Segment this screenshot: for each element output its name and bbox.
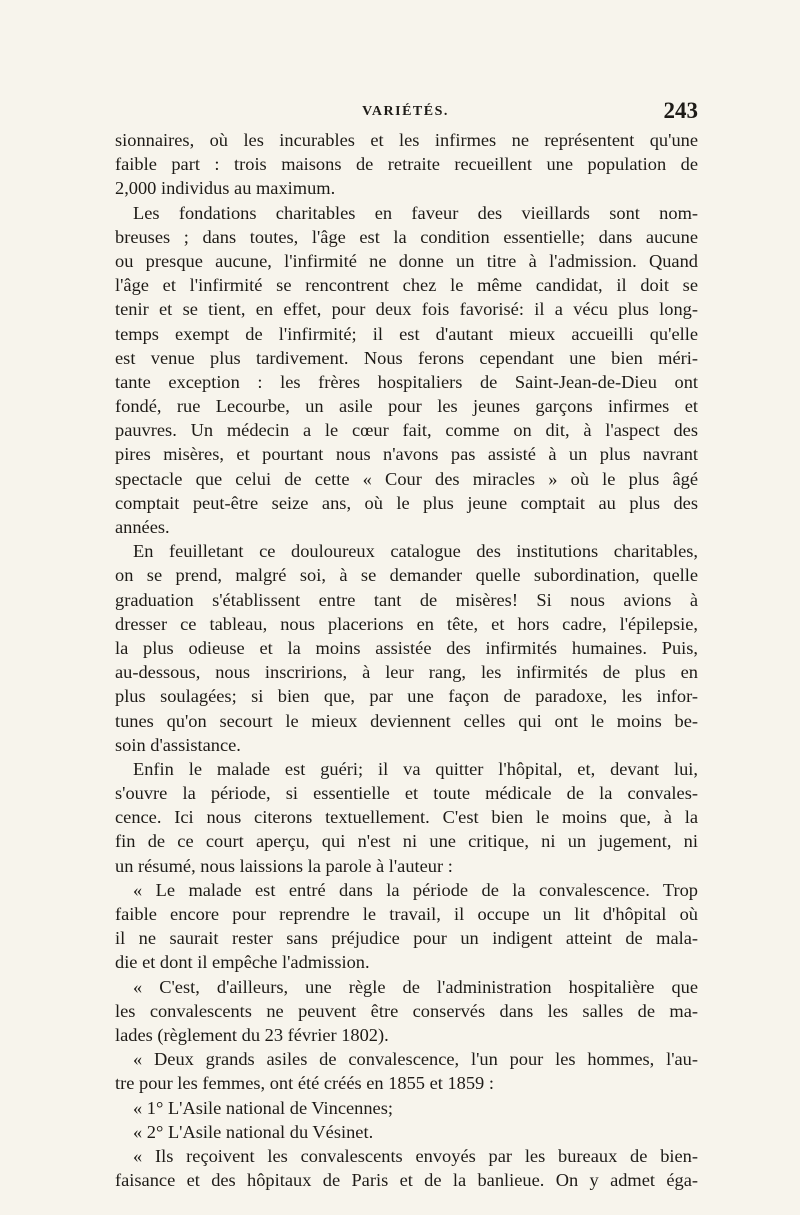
- text-line: sionnaires, où les incurables et les infirmes ne représentent qu'une: [115, 130, 698, 150]
- text-line: tenir et se tient, en effet, pour deux fois favorisé: il a vécu plus long-: [115, 299, 698, 320]
- text-line: spectacle que celui de cette « Cour des miracles » où le plus âgé: [115, 468, 698, 489]
- text-line: faible encore pour reprendre le travail, il occupe un lit d'hôpital où: [115, 904, 698, 924]
- text-line: 2,000 individus au maximum.: [115, 178, 336, 199]
- text-line: soin d'assistance.: [115, 734, 241, 755]
- text-line: ou presque aucune, l'infirmité ne donne un titre à l'admission. Quand: [115, 250, 698, 271]
- text-line: « 1° L'Asile national de Vincennes;: [133, 1097, 393, 1118]
- body-text: [115, 128, 698, 1192]
- text-line: « C'est, d'ailleurs, une règle de l'administration hospitalière que: [133, 976, 698, 997]
- text-line: En feuilletant ce douloureux catalogue des institutions charitables,: [133, 541, 698, 562]
- text-line: « 2° L'Asile national du Vésinet.: [133, 1121, 374, 1142]
- text-line: pires misères, et pourtant nous n'avons pas assisté à un plus navrant: [115, 444, 698, 465]
- text-line: « Le malade est entré dans la période de la convalescence. Trop: [133, 879, 698, 900]
- text-line: années.: [115, 517, 170, 537]
- page-header: [113, 98, 698, 128]
- text-line: tante exception : les frères hospitaliers de Saint-Jean-de-Dieu ont: [115, 371, 698, 392]
- text-line: breuses ; dans toutes, l'âge est la condition essentielle; dans aucune: [115, 226, 698, 247]
- text-line: dresser ce tableau, nous placerions en tête, et hors cadre, l'épilepsie,: [115, 613, 698, 634]
- text-line: l'âge et l'infirmité se rencontrent chez le même candidat, il doit se: [115, 275, 698, 296]
- text-line: il ne saurait rester sans préjudice pour un indigent atteint de mala-: [115, 928, 698, 949]
- running-head: VARIÉTÉS.: [362, 104, 449, 119]
- text-line: les convalescents ne peuvent être conservés dans les salles de ma-: [115, 1000, 698, 1021]
- text-line: faible part : trois maisons de retraite recueillent une population de: [115, 154, 698, 175]
- text-line: au-dessous, nous inscririons, à leur rang, les infirmités de plus en: [115, 662, 698, 683]
- text-line: graduation s'établissent entre tant de misères! Si nous avions à: [115, 589, 698, 610]
- text-line: Les fondations charitables en faveur des vieillards sont nom-: [133, 202, 698, 223]
- text-line: on se prend, malgré soi, à se demander quelle subordination, quelle: [115, 565, 698, 586]
- text-line: plus soulagées; si bien que, par une façon de paradoxe, les infor-: [115, 686, 698, 707]
- text-line: fondé, rue Lecourbe, un asile pour les jeunes garçons infirmes et: [115, 396, 698, 417]
- page-number: 243: [663, 98, 698, 123]
- text-line: die et dont il empêche l'admission.: [115, 952, 370, 973]
- text-line: est venue plus tardivement. Nous ferons cependant une bien méri-: [115, 347, 698, 368]
- text-line: « Deux grands asiles de convalescence, l'un pour les hommes, l'au-: [133, 1049, 698, 1070]
- text-line: pauvres. Un médecin a le cœur fait, comme on dit, à l'aspect des: [115, 420, 698, 441]
- text-line: un résumé, nous laissions la parole à l'auteur :: [115, 855, 453, 876]
- text-line: fin de ce court aperçu, qui n'est ni une critique, ni un jugement, ni: [115, 831, 698, 852]
- text-line: cence. Ici nous citerons textuellement. C'est bien le moins que, à la: [115, 807, 698, 828]
- text-line: faisance et des hôpitaux de Paris et de la banlieue. On y admet éga-: [115, 1170, 698, 1191]
- text-line: Enfin le malade est guéri; il va quitter l'hôpital, et, devant lui,: [133, 758, 698, 779]
- text-line: lades (règlement du 23 février 1802).: [115, 1024, 389, 1045]
- text-line: temps exempt de l'infirmité; il est d'autant mieux accueilli qu'elle: [115, 323, 698, 344]
- text-line: tre pour les femmes, ont été créés en 1855 et 1859 :: [115, 1073, 494, 1094]
- text-line: « Ils reçoivent les convalescents envoyés par les bureaux de bien-: [133, 1145, 698, 1166]
- text-line: la plus odieuse et la moins assistée des infirmités humaines. Puis,: [115, 637, 698, 658]
- text-line: tunes qu'on secourt le mieux deviennent celles qui ont le moins be-: [115, 710, 698, 731]
- text-line: comptait peut-être seize ans, où le plus jeune comptait au plus des: [115, 492, 698, 513]
- text-line: s'ouvre la période, si essentielle et toute médicale de la convales-: [115, 783, 698, 804]
